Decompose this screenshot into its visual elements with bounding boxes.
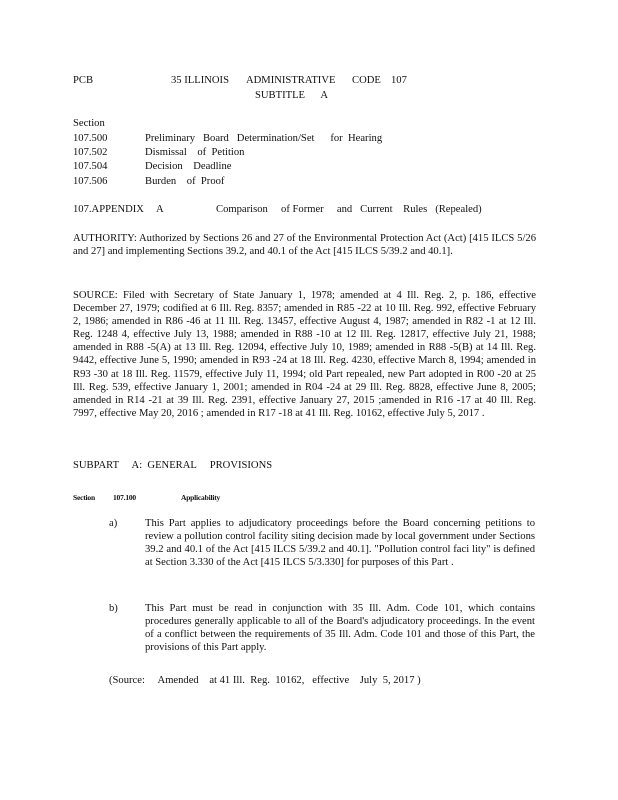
- paragraph-label: a): [109, 518, 118, 529]
- toc-section-number: 107.502: [73, 147, 108, 158]
- header-title: 35 ILLINOIS: [171, 75, 229, 86]
- section-word: Section: [73, 493, 95, 502]
- section-source-note: (Source: Amended at 41 Ill. Reg. 10162, effective July 5, 2017 ): [109, 675, 421, 686]
- toc-section-title: Dismissal of Petition: [145, 147, 245, 158]
- toc-section-number: 107.500: [73, 133, 108, 144]
- toc-section-title: Preliminary Board Determination/Set for Hearing: [145, 133, 383, 144]
- source-note: SOURCE: Filed with Secretary of State January 1, 1978; amended at 4 Ill. Reg. 2, p. 186, effective December 27, 1979; codified at 6 Ill. Reg. 8357; amended in R85 -22 at 10 Ill. Reg. 992, effective February 2, 1986; amended in R86 -46 at 11 Ill. Reg. 13457, effective August 4, 1987; amended in R82 -1 at 12 Ill. Reg. 1248 4, effective July 13, 1988; amended in R88 -10 at 12 Ill. Reg. 12817, effective July 21, 1988; amended in R88 -5(A) at 13 Ill. Reg. 12094, effective July 10, 1989; amended in R88 -5(B) at 14 Ill. Reg. 9442, effective June 5, 1990; amended in R93 -24 at 18 Ill. Reg. 4230, effective March 8, 1994; amended in R93 -30 at 18 Ill. Reg. 11579, effective July 11, 1994; old Part repealed, new Part adopted in R00 -20 at 25 Ill. Reg. 539, effective January 1, 2001; amended in R04 -24 at 29 Ill. Reg. 8828, effective June 8, 2005; amended in R14 -21 at 39 Ill. Reg. 2391, effective January 27, 2015 ;amended in R16 -17 at 40 Ill. Reg. 7997, effective May 20, 2016 ; amended in R17 -18 at 41 Ill. Reg. 10162, effective July 5, 2017 .: [73, 290, 536, 419]
- toc-section-number: 107.504: [73, 161, 108, 172]
- toc-heading: Section: [73, 118, 105, 129]
- toc-section-title: Burden of Proof: [145, 176, 225, 187]
- toc-appendix-letter: A: [156, 204, 164, 215]
- toc-appendix-label: 107.APPENDIX: [73, 204, 144, 215]
- header-agency: PCB: [73, 75, 94, 86]
- section-number: 107.100: [113, 493, 136, 502]
- section-title: Applicability: [181, 493, 221, 502]
- toc-section-title: Decision Deadline: [145, 161, 232, 172]
- header-code: CODE: [352, 75, 381, 86]
- toc-section-number: 107.506: [73, 176, 108, 187]
- paragraph-text: This Part must be read in conjunction with 35 Ill. Adm. Code 101, which contains procedures generally applicable to all of the Board's adjudicatory proceedings. In the event of a conflict between the requirements of 35 Ill. Adm. Code 101 and those of this Part, the provisions of this Part apply.: [145, 603, 535, 654]
- subpart-heading: SUBPART A: GENERAL PROVISIONS: [73, 460, 273, 471]
- header-subtitle: SUBTITLE A: [255, 90, 328, 101]
- header-administrative: ADMINISTRATIVE: [246, 75, 336, 86]
- toc-appendix-title: Comparison of Former and Current Rules (Repealed): [216, 204, 482, 215]
- paragraph-label: b): [109, 603, 118, 614]
- authority-note: AUTHORITY: Authorized by Sections 26 and 27 of the Environmental Protection Act (Act) [415 ILCS 5/26 and 27] and implementing Sections 39.2, and 40.1 of the Act [415 ILCS 5/39.2 and 40.1].: [73, 233, 536, 258]
- header-page-number: 107: [391, 75, 407, 86]
- paragraph-text: This Part applies to adjudicatory proceedings before the Board concerning petitions to review a pollution control facility siting decision made by local government under Sections 39.2 and 40.1 of the Act [415 ILCS 5/39.2 and 40.1]. "Pollution control faci lity" is defined at Section 3.330 of the Act [415 ILCS 5/3.330] for purposes of this Part .: [145, 518, 535, 569]
